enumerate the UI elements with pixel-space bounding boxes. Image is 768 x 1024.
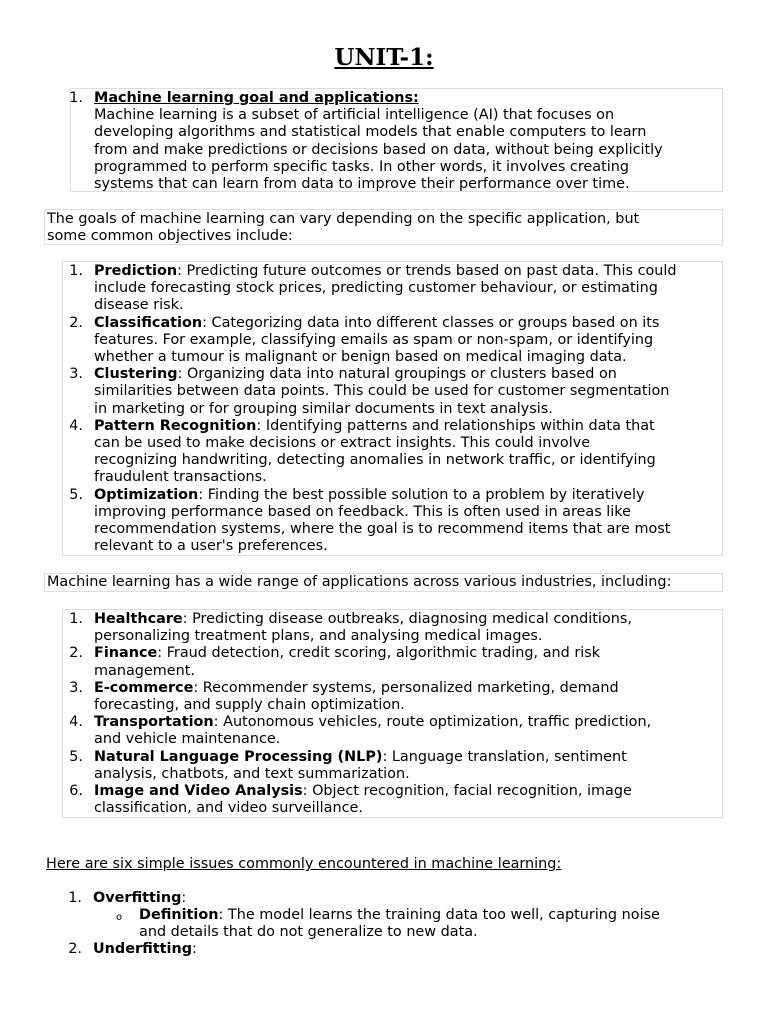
goal-text-line: in marketing or for grouping similar documents in text analysis. [94,400,553,417]
goal-text-line: relevant to a user's preferences. [94,538,328,555]
goal-text-line: similarities between data points. This could be used for customer segmentation [94,383,670,400]
section-1-line: systems that can learn from data to improve their performance over time. [94,176,630,193]
goal-term: Clustering [94,366,178,383]
app-text-line: classification, and video surveillance. [94,800,363,817]
section-1-line: developing algorithms and statistical models that enable computers to learn [94,124,647,141]
goal-text-line: disease risk. [94,297,184,314]
goal-item [63,366,723,418]
issue-item [62,890,722,907]
issue-colon: : [181,890,187,906]
app-term: Transportation [94,714,214,731]
goal-text: : Finding the best possible solution to a problem by iteratively [198,486,645,503]
bullet-marker: o [116,912,123,923]
goal-term: Optimization [94,486,199,503]
goal-text-line: can be used to make decisions or extract insights. This could involve [94,435,591,452]
goal-text: : Identifying patterns and relationships within data that [256,417,655,434]
app-number: 4. [69,714,83,731]
app-item [63,749,723,783]
goal-text-line: whether a tumour is malignant or benign based on medical imaging data. [94,349,627,366]
definition-text-line: and details that do not generalize to new data. [139,924,478,941]
goal-text: : Organizing data into natural groupings or clusters based on [177,366,617,383]
app-text-line: forecasting, and supply chain optimization. [94,697,405,714]
app-term: Finance [94,645,158,662]
issue-number: 2. [68,941,82,957]
goal-number: 3. [69,366,83,383]
section-1-box [70,88,723,192]
goal-item [63,263,723,315]
section-1-heading-row [63,90,703,107]
section-1-number: 1. [69,90,83,106]
issue-item [62,941,722,958]
app-item [63,611,723,645]
goal-item [63,418,723,487]
goal-text-line: include forecasting stock prices, predicting customer behaviour, or estimating [94,280,658,297]
goals-intro-line: some common objectives include: [47,228,293,245]
goal-number: 1. [69,263,83,279]
goal-term: Pattern Recognition [94,417,257,434]
app-text: : Object recognition, facial recognition, image [302,783,632,800]
app-text: : Autonomous vehicles, route optimization, traffic prediction, [213,714,652,731]
goal-term: Classification [94,314,203,331]
app-term: Image and Video Analysis [94,783,303,800]
app-term: Healthcare [94,611,183,627]
app-text-line: personalizing treatment plans, and analysing medical images. [94,628,543,645]
app-item [63,645,723,679]
issue-term: Underfitting [93,941,192,957]
section-1-heading: Machine learning goal and applications: [94,90,419,106]
apps-intro: Machine learning has a wide range of applications across various industries, including: [47,574,672,590]
goal-item [63,487,723,556]
section-1-line: Machine learning is a subset of artificial intelligence (AI) that focuses on [94,107,615,124]
goal-item [63,315,723,367]
issue-number: 1. [68,890,82,906]
section-1-line: from and make predictions or decisions based on data, without being explicitly [94,141,663,158]
app-item [63,783,723,817]
goal-text-line: fraudulent transactions. [94,469,267,486]
apps-intro-box [44,573,723,592]
app-item [63,680,723,714]
app-number: 6. [69,783,83,800]
app-number: 5. [69,748,83,765]
goals-intro-box [44,209,723,245]
definition-text: : The model learns the training data too well, capturing noise [218,907,660,923]
goal-number: 2. [69,314,83,331]
app-term: Natural Language Processing (NLP) [94,748,383,765]
app-term: E-commerce [94,679,194,696]
goal-text-line: recommendation systems, where the goal is to recommend items that are most [94,521,671,538]
goal-number: 5. [69,486,83,503]
app-number: 3. [69,679,83,696]
goal-text-line: improving performance based on feedback. This is often used in areas like [94,503,631,520]
page-title: UNIT-1: [334,44,434,71]
goal-text-line: recognizing handwriting, detecting anomalies in network traffic, or identifying [94,452,656,469]
goals-intro-line: The goals of machine learning can vary depending on the specific application, but [47,211,640,227]
goal-text: : Categorizing data into different classes or groups based on its [202,314,660,331]
goal-text-line: features. For example, classifying emails as spam or non-spam, or identifying [94,331,654,348]
apps-list-box [62,609,723,818]
app-text: : Language translation, sentiment [382,748,627,765]
goal-text: : Predicting future outcomes or trends based on past data. This could [177,263,677,279]
section-1-line: programmed to perform specific tasks. In other words, it involves creating [94,158,629,175]
goal-number: 4. [69,417,83,434]
app-text-line: analysis, chatbots, and text summarization. [94,765,410,782]
app-text-line: and vehicle maintenance. [94,731,281,748]
app-item [63,714,723,748]
issues-intro: Here are six simple issues commonly encountered in machine learning: [46,856,562,872]
app-text: : Recommender systems, personalized marketing, demand [193,679,619,696]
app-number: 1. [69,611,83,627]
app-text-line: management. [94,662,195,679]
app-text: : Fraud detection, credit scoring, algorithmic trading, and risk [157,645,601,662]
app-text: : Predicting disease outbreaks, diagnosing medical conditions, [182,611,632,627]
goals-list-box [62,261,723,556]
definition-term: Definition [139,907,219,923]
issue-term: Overfitting [93,890,182,906]
app-number: 2. [69,645,83,662]
goal-term: Prediction [94,263,178,279]
issue-colon: : [192,941,197,957]
